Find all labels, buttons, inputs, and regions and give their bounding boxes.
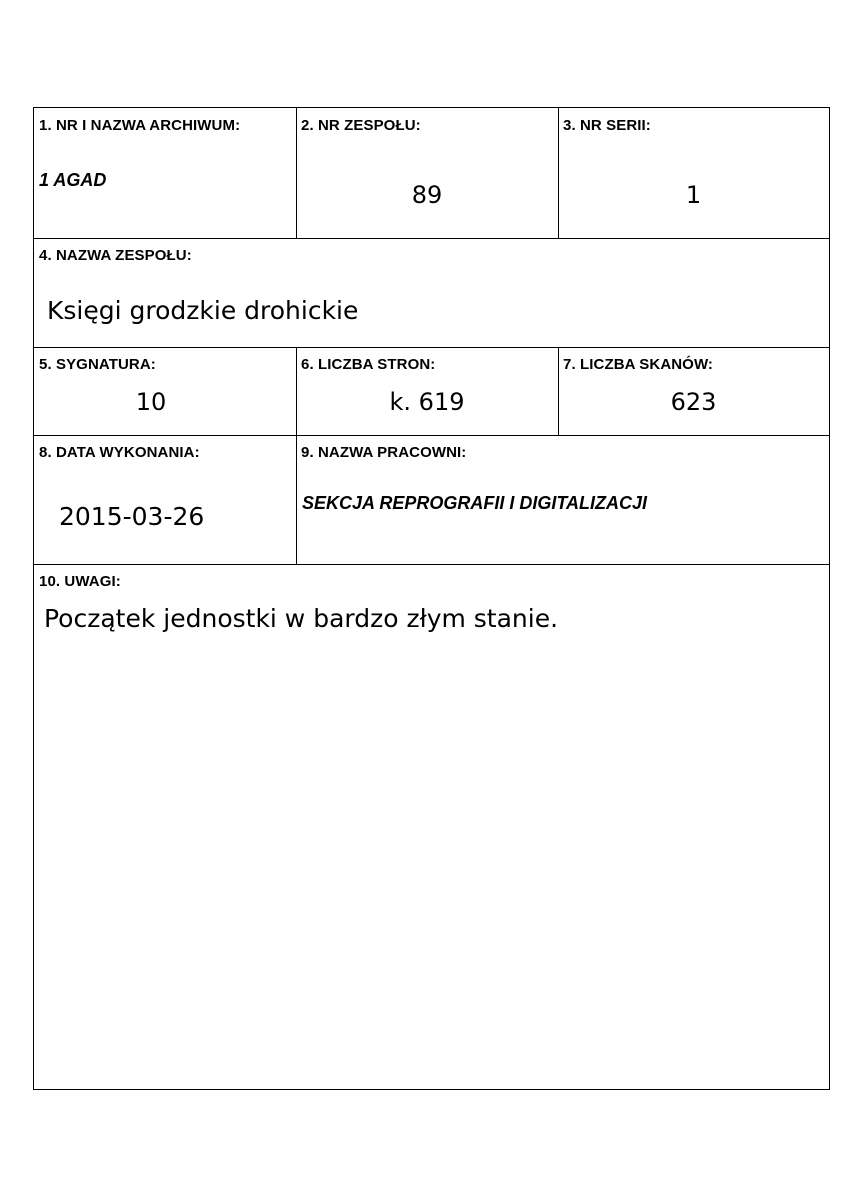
remarks-label: 10. UWAGI: — [39, 573, 121, 590]
signature-cell — [34, 347, 296, 435]
fond-name-cell — [34, 238, 829, 347]
page-count-label: 6. LICZBA STRON: — [301, 356, 436, 373]
fond-number-label: 2. NR ZESPOŁU: — [301, 117, 421, 134]
series-number-value: 1 — [685, 181, 702, 209]
scan-count-value: 623 — [670, 388, 717, 416]
archive-cell — [34, 108, 296, 238]
fond-number-value: 89 — [411, 181, 443, 209]
scan-count-cell — [558, 347, 829, 435]
archive-label: 1. NR I NAZWA ARCHIWUM: — [39, 117, 241, 134]
series-number-label: 3. NR SERII: — [563, 117, 651, 134]
fond-name-label: 4. NAZWA ZESPOŁU: — [39, 247, 192, 264]
archive-value: 1 AGAD — [39, 170, 107, 190]
date-cell — [34, 435, 296, 564]
fond-name-value: Księgi grodzkie drohickie — [47, 296, 359, 325]
remarks-value: Początek jednostki w bardzo złym stanie. — [44, 604, 559, 633]
workshop-label: 9. NAZWA PRACOWNI: — [301, 444, 467, 461]
fond-number-cell — [296, 108, 558, 238]
remarks-cell — [34, 564, 829, 1089]
archive-metrics-form — [33, 107, 830, 1090]
signature-label: 5. SYGNATURA: — [39, 356, 156, 373]
date-value: 2015-03-26 — [59, 502, 205, 531]
signature-value: 10 — [135, 388, 167, 416]
scan-count-label: 7. LICZBA SKANÓW: — [563, 356, 714, 373]
page-count-value: k. 619 — [389, 388, 465, 416]
series-number-cell — [558, 108, 829, 238]
workshop-cell — [296, 435, 829, 564]
workshop-value: SEKCJA REPROGRAFII I DIGITALIZACJI — [302, 493, 648, 513]
page-count-cell — [296, 347, 558, 435]
date-label: 8. DATA WYKONANIA: — [39, 444, 200, 461]
